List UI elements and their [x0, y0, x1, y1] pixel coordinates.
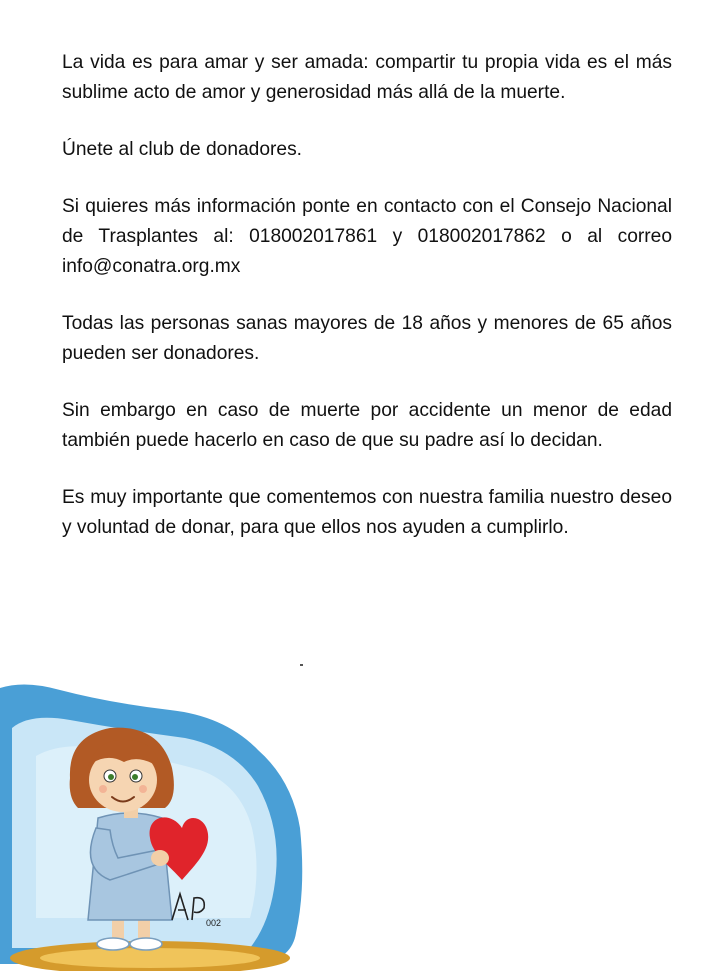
paragraph-intro: La vida es para amar y ser amada: compartir tu propia vida es el más sublime acto de amor y generosidad más allá de la muerte. [62, 52, 672, 103]
paragraph-eligibility: Todas las personas sanas mayores de 18 años y menores de 65 años pueden ser donadores. [62, 313, 672, 364]
signature-number: 002 [206, 918, 222, 928]
paragraph-minors: Sin embargo en caso de muerte por accidente un menor de edad también puede hacerlo en caso de que su padre así lo decidan. [62, 400, 672, 451]
text-content [62, 48, 672, 570]
paragraph-contact: Si quieres más información ponte en contacto con el Consejo Nacional de Trasplantes al: 018002017861 y 018002017862 o al correo info@conatra.org.mx [62, 196, 672, 277]
paragraph-join: Únete al club de donadores. [62, 139, 303, 160]
paragraph-family: Es muy importante que comentemos con nuestra familia nuestro deseo y voluntad de donar, para que ellos nos ayuden a cumplirlo. [62, 487, 672, 538]
girl-with-heart-illustration [0, 658, 320, 971]
